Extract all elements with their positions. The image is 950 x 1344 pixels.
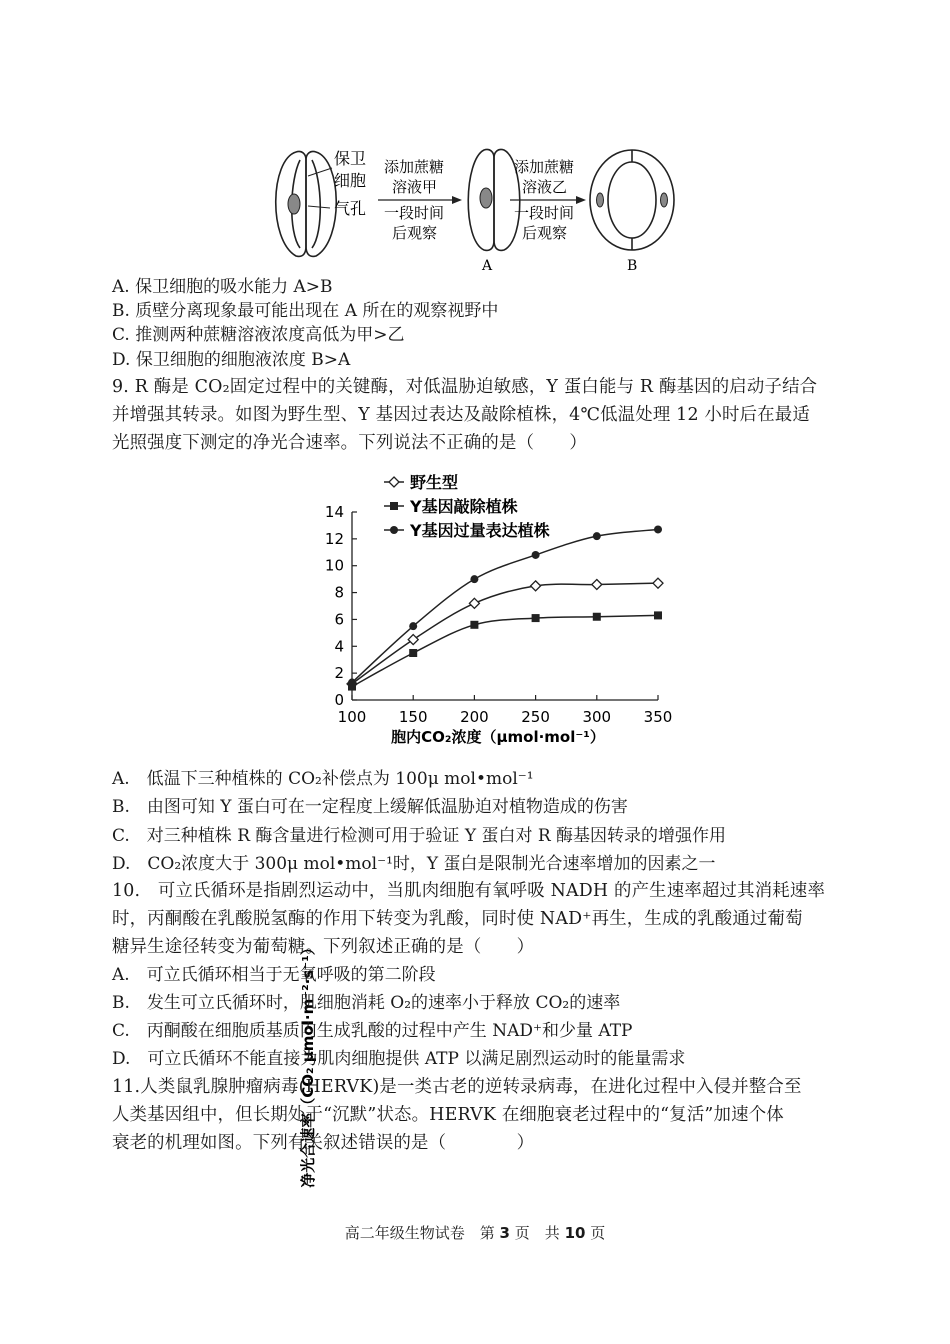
- x-tick-label: 250: [521, 708, 550, 726]
- x-tick-label: 150: [398, 708, 428, 726]
- page-footer: [0, 1222, 950, 1243]
- data-point-diamond: [592, 580, 602, 590]
- series-line: [352, 529, 658, 682]
- data-point-square: [390, 502, 398, 510]
- series-0: [347, 578, 663, 689]
- nucleus-shape-B1: [597, 193, 604, 207]
- label-stoma: 气孔: [334, 199, 367, 218]
- q10-option-b: B. 发生可立氏循环时，肌细胞消耗 O₂的速率小于释放 CO₂的速率: [112, 993, 621, 1013]
- q11-stem-line-3: 衰老的机理如图。下列有关叙述错误的是（ ）: [112, 1133, 535, 1153]
- nucleus-shape-B2: [661, 193, 668, 207]
- data-point-diamond: [408, 635, 418, 645]
- data-point-circle: [348, 679, 356, 687]
- data-point-square: [654, 611, 662, 619]
- label-B: B: [627, 258, 638, 274]
- nucleus-shape-A: [480, 188, 492, 208]
- q9-stem-line-2: 并增强其转录。如图为野生型、Y 基因过表达及敲除植株，4℃低温处理 12 小时后在最适: [112, 405, 810, 425]
- data-point-diamond: [653, 578, 663, 588]
- label-A: A: [482, 258, 493, 274]
- chart-legend: [384, 473, 550, 540]
- data-point-square: [532, 614, 540, 622]
- arrow1-top-1: 添加蔗糖: [384, 158, 445, 176]
- footer-page-number: 3: [499, 1224, 510, 1242]
- arrow2-head: [576, 196, 586, 204]
- x-tick-label: 350: [643, 708, 673, 726]
- q9-stem-line-1: 9. R 酶是 CO₂固定过程中的关键酶，对低温胁迫敏感，Y 蛋白能与 R 酶基因的启动子结合: [112, 377, 818, 397]
- data-point-circle: [654, 525, 662, 533]
- series-1: [348, 611, 662, 690]
- data-point-circle: [593, 532, 601, 540]
- data-point-diamond: [469, 598, 479, 608]
- nucleus-shape: [288, 194, 300, 214]
- arrow1-bottom-1: 一段时间: [384, 204, 445, 222]
- initial-guard-cells: [276, 151, 337, 256]
- footer-total-pages: 10: [564, 1224, 586, 1242]
- y-tick-label: 8: [334, 583, 344, 602]
- y-tick-label: 10: [324, 556, 344, 575]
- guard-cell-diagram: [0, 0, 950, 280]
- x-tick-label: 200: [460, 708, 489, 726]
- y-tick-label: 14: [324, 503, 344, 521]
- chart-y-axis-label: 净光合速率（CO₂ μmol·m⁻²·s⁻¹）: [299, 940, 317, 1188]
- footer-prefix: 高二年级生物试卷 第: [344, 1224, 495, 1242]
- q10-stem-line-2: 时，丙酮酸在乳酸脱氢酶的作用下转变为乳酸，同时使 NAD⁺再生，生成的乳酸通过葡萄: [112, 909, 803, 929]
- data-point-square: [409, 649, 417, 657]
- data-point-circle: [409, 622, 417, 630]
- data-point-diamond: [389, 477, 399, 487]
- arrow2-top-2: 溶液乙: [522, 178, 568, 196]
- arrow2-top-1: 添加蔗糖: [514, 158, 575, 176]
- q8-option-c: C. 推测两种蔗糖溶液浓度高低为甲>乙: [112, 325, 405, 345]
- y-tick-label: 6: [334, 610, 344, 629]
- legend-entry: Y基因敲除植株: [410, 497, 518, 516]
- chart-series: [347, 525, 663, 690]
- label-guard-cell-1: 保卫: [334, 149, 367, 168]
- data-point-square: [593, 613, 601, 621]
- y-tick-label: 0: [334, 691, 344, 709]
- arrow2-bottom-2: 后观察: [522, 224, 568, 242]
- y-tick-label: 2: [334, 664, 344, 683]
- arrow1-bottom-2: 后观察: [392, 224, 438, 242]
- q10-stem-line-3: 糖异生途径转变为葡萄糖。下列叙述正确的是（ ）: [112, 937, 535, 957]
- q11-stem-line-1: 11.人类鼠乳腺肿瘤病毒(HERVK)是一类古老的逆转录病毒，在进化过程中入侵并整合至: [112, 1077, 802, 1097]
- y-tick-label: 4: [334, 637, 344, 656]
- q10-stem-line-1: 10. 可立氏循环是指剧烈运动中，当肌肉细胞有氧呼吸 NADH 的产生速率超过其消耗速率: [112, 881, 826, 901]
- legend-entry: 野生型: [410, 473, 459, 492]
- legend-entry: Y基因过量表达植株: [410, 521, 550, 540]
- q9-option-d: D. CO₂浓度大于 300μ mol•mol⁻¹时，Y 蛋白是限制光合速率增加的因素之一: [112, 854, 716, 874]
- x-tick-label: 300: [582, 708, 612, 726]
- y-tick-label: 12: [324, 529, 344, 548]
- arrow1-top-2: 溶液甲: [392, 178, 438, 196]
- chart-x-axis-label: 胞内CO₂浓度（μmol·mol⁻¹）: [391, 728, 605, 746]
- q9-option-a: A. 低温下三种植株的 CO₂补偿点为 100μ mol•mol⁻¹: [112, 769, 534, 789]
- footer-suffix: 页: [590, 1224, 606, 1242]
- data-point-circle: [532, 551, 540, 559]
- q8-option-d: D. 保卫细胞的细胞液浓度 B>A: [112, 350, 351, 370]
- data-point-circle: [390, 526, 398, 534]
- data-point-square: [470, 621, 478, 629]
- label-guard-cell-2: 细胞: [334, 171, 367, 190]
- q9-option-b: B. 由图可知 Y 蛋白可在一定程度上缓解低温胁迫对植物造成的伤害: [112, 797, 628, 817]
- q9-option-c: C. 对三种植株 R 酶含量进行检测可用于验证 Y 蛋白对 R 酶基因转录的增强作用: [112, 826, 727, 846]
- q10-option-d: D. 可立氏循环不能直接为肌肉细胞提供 ATP 以满足剧烈运动时的能量需求: [112, 1049, 686, 1069]
- series-line: [352, 583, 658, 684]
- q8-option-b: B. 质壁分离现象最可能出现在 A 所在的观察视野中: [112, 301, 499, 321]
- data-point-circle: [470, 575, 478, 583]
- arrow2-bottom-1: 一段时间: [514, 204, 575, 222]
- q9-stem-line-3: 光照强度下测定的净光合速率。下列说法不正确的是（ ）: [112, 433, 587, 453]
- q11-stem-line-2: 人类基因组中，但长期处于“沉默”状态。HERVK 在细胞衰老过程中的“复活”加速个体: [112, 1105, 784, 1125]
- q10-option-c: C. 丙酮酸在细胞质基质内生成乳酸的过程中产生 NAD⁺和少量 ATP: [112, 1021, 633, 1041]
- q8-option-a: A. 保卫细胞的吸水能力 A>B: [112, 277, 333, 297]
- q10-option-a: A. 可立氏循环相当于无氧呼吸的第二阶段: [112, 965, 436, 985]
- data-point-diamond: [531, 581, 541, 591]
- arrow1-head: [452, 196, 462, 204]
- x-tick-label: 100: [337, 708, 367, 726]
- footer-mid: 页 共: [514, 1224, 560, 1242]
